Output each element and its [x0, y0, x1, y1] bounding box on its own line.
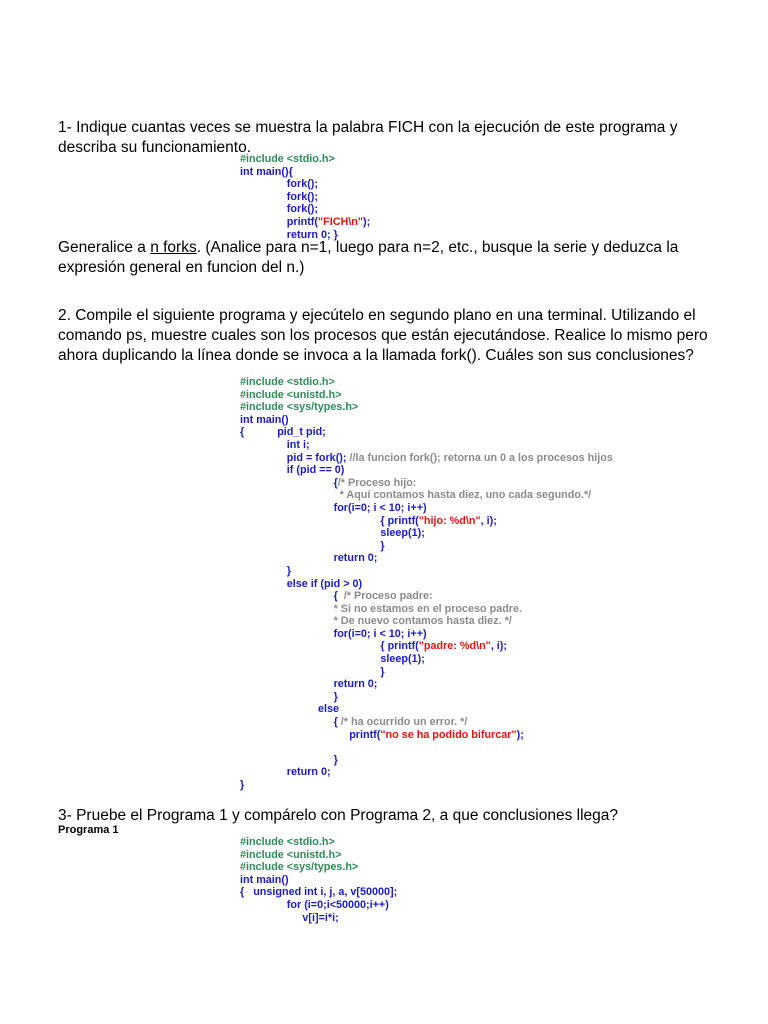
code-line: [240, 603, 613, 616]
question-1-text: 1- Indique cuantas veces se muestra la palabra FICH con la ejecución de este programa y describa su funcionamiento.: [58, 119, 678, 156]
code-token: { printf(: [380, 514, 419, 527]
code-line: [240, 729, 613, 742]
code-line: [240, 166, 370, 179]
code-token: for(i=0; i < 10; i++): [333, 627, 427, 640]
code-line: [240, 439, 613, 452]
code-line: [240, 640, 613, 653]
code-line: [240, 849, 397, 862]
code-token: for (i=0;i<50000;i++): [286, 898, 389, 911]
code-token: fork();: [286, 203, 318, 216]
code-token: return 0; }: [286, 228, 338, 241]
code-line: [240, 590, 613, 603]
code-token: printf(: [349, 728, 381, 741]
code-token: }: [380, 665, 385, 678]
code-token: v[i]=i*i;: [302, 911, 339, 924]
code-line: [240, 502, 613, 515]
code-token: int main(): [240, 413, 289, 426]
code-line: [240, 489, 613, 502]
code-token: int main(): [240, 873, 289, 886]
code-line: [240, 464, 613, 477]
code-token: "hijo: %d\n": [418, 514, 481, 527]
code-token: int main(){: [240, 165, 293, 178]
program-2-code: [240, 376, 613, 792]
code-token: /* Proceso padre:: [343, 590, 433, 603]
code-line: [240, 678, 613, 691]
generalize-prefix: Generalice a: [58, 239, 151, 256]
code-line: [240, 615, 613, 628]
programa-1-label: Programa 1: [58, 824, 119, 836]
code-token: { unsigned int i, j, a, v[50000];: [240, 886, 398, 899]
code-token: #include <sys/types.h>: [240, 401, 359, 414]
code-line: [240, 886, 397, 899]
code-line: [240, 376, 613, 389]
code-line: [240, 540, 613, 553]
code-line: [240, 389, 613, 402]
code-token: printf(: [286, 215, 318, 228]
code-line: [240, 691, 613, 704]
code-line: [240, 153, 370, 166]
code-token: }: [286, 564, 291, 577]
code-token: #include <unistd.h>: [240, 388, 342, 401]
code-token: return 0;: [333, 552, 378, 565]
code-token: * Si no estamos en el proceso padre.: [333, 602, 523, 615]
code-token: #include <stdio.h>: [240, 153, 335, 165]
code-token: fork();: [286, 178, 318, 191]
code-token: return 0;: [333, 678, 378, 691]
code-token: );: [516, 728, 524, 741]
code-line: [240, 874, 397, 887]
code-token: #include <unistd.h>: [240, 848, 342, 861]
code-line: [240, 178, 370, 191]
code-token: pid = fork();: [286, 451, 350, 464]
code-token: if (pid == 0): [286, 464, 345, 477]
program-3-code: [240, 836, 397, 924]
code-token: }: [333, 690, 338, 703]
code-line: [240, 401, 613, 414]
code-line: [240, 426, 613, 439]
code-line: [240, 912, 397, 925]
code-token: "FICH\n": [317, 215, 364, 228]
code-token: { printf(: [380, 640, 419, 653]
code-token: , i);: [490, 640, 508, 653]
code-token: * De nuevo contamos hasta diez. */: [333, 615, 512, 628]
code-line: [240, 836, 397, 849]
code-token: }: [240, 779, 245, 791]
code-line: [240, 515, 613, 528]
n-forks-term: n forks: [150, 239, 197, 256]
code-token: sleep(1);: [380, 653, 425, 666]
code-line: [240, 703, 613, 716]
code-token: * Aquí contamos hasta diez, uno cada segundo.*/: [333, 489, 592, 502]
code-line: [240, 754, 613, 767]
code-token: int i;: [286, 438, 310, 451]
code-line: [240, 899, 397, 912]
code-token: #include <stdio.h>: [240, 376, 335, 388]
code-line: [240, 414, 613, 427]
code-line: [240, 766, 613, 779]
question-1-generalize: [58, 238, 708, 278]
code-line: [240, 191, 370, 204]
code-token: { pid_t pid;: [240, 426, 326, 439]
code-line: [240, 527, 613, 540]
code-line: [240, 565, 613, 578]
code-token: for(i=0; i < 10; i++): [333, 501, 427, 514]
code-token: [240, 741, 243, 753]
code-token: else: [318, 703, 340, 716]
code-line: [240, 452, 613, 465]
code-token: sleep(1);: [380, 527, 425, 540]
code-token: , i);: [480, 514, 497, 527]
code-token: );: [363, 215, 371, 228]
code-token: /* Proceso hijo:: [337, 476, 417, 489]
code-line: [240, 578, 613, 591]
code-line: [240, 216, 370, 229]
code-line: [240, 861, 397, 874]
code-token: "padre: %d\n": [418, 640, 491, 653]
code-token: {: [333, 590, 344, 603]
code-token: #include <stdio.h>: [240, 836, 335, 848]
code-line: [240, 716, 613, 729]
code-line: [240, 741, 613, 754]
question-3-text: 3- Pruebe el Programa 1 y compárelo con Programa 2, a que conclusiones llega?: [58, 807, 619, 824]
code-line: [240, 653, 613, 666]
question-2-text: 2. Compile el siguiente programa y ejecútelo en segundo plano en una terminal. Utilizando el comando ps, muestre cuales son los procesos que están ejecutándose. Realice lo mismo pero ahora duplicando la línea donde se invoca a la llamada fork(). Cuáles son sus conclusiones?: [58, 307, 708, 364]
code-token: {: [333, 476, 338, 489]
code-line: [240, 477, 613, 490]
code-token: {: [333, 716, 341, 729]
code-token: }: [380, 539, 385, 552]
code-line: [240, 203, 370, 216]
code-token: return 0;: [286, 766, 331, 779]
code-line: [240, 666, 613, 679]
code-token: "no se ha podido bifurcar": [380, 728, 517, 741]
code-line: [240, 779, 613, 792]
code-token: }: [333, 753, 338, 766]
code-line: [240, 552, 613, 565]
program-1-code: [240, 153, 370, 241]
code-line: [240, 628, 613, 641]
code-token: /* ha ocurrido un error. */: [340, 716, 468, 729]
code-token: #include <sys/types.h>: [240, 861, 359, 874]
code-token: fork();: [286, 190, 318, 203]
code-token: else if (pid > 0): [286, 577, 363, 590]
code-token: //la funcion fork(); retorna un 0 a los procesos hijos: [349, 451, 613, 464]
generalize-suffix: . (Analice para n=1, luego para n=2, etc., busque la serie y deduzca la expresión general en funcion del n.): [58, 239, 679, 276]
